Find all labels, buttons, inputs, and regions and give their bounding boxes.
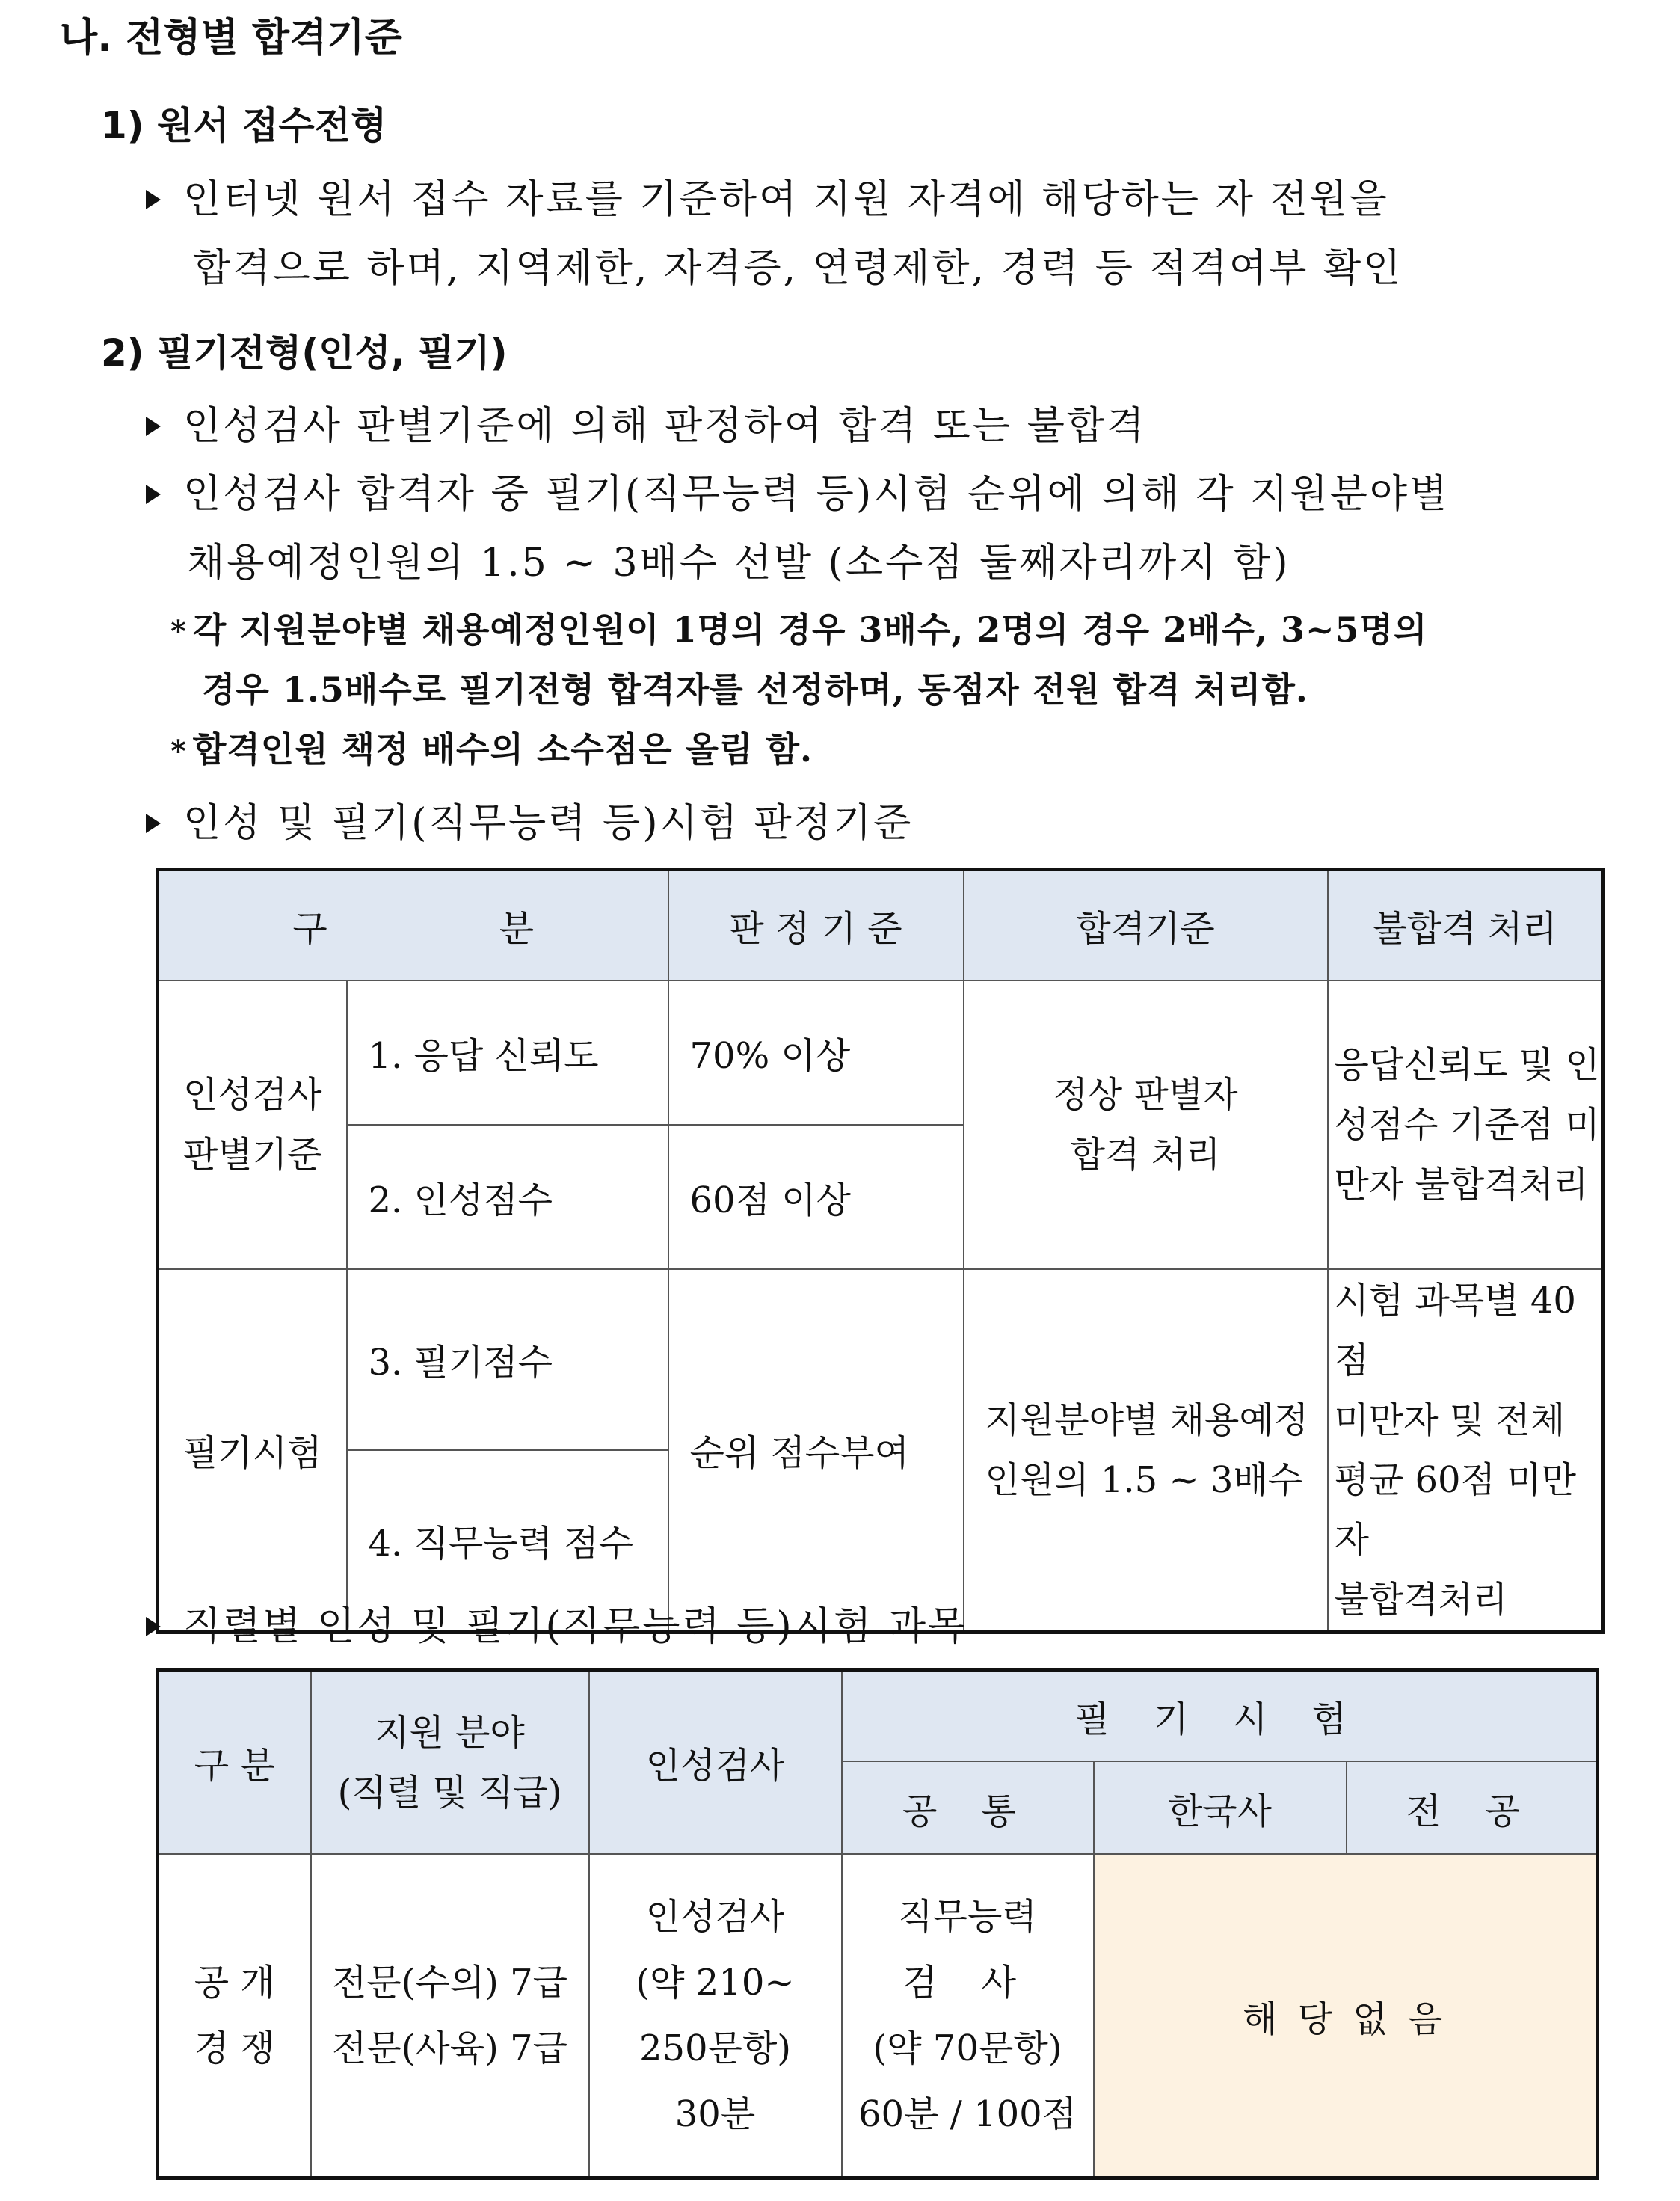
section-title: 나. 전형별 합격기준 [60, 16, 402, 61]
triangle-bullet-icon [146, 190, 161, 209]
item-reliability: 1. 응답 신뢰도 [347, 980, 668, 1125]
row-personality: 인성검사 (약 210~ 250문항) 30분 [589, 1854, 842, 2178]
row-gubun: 공 개 경 쟁 [158, 1854, 311, 2178]
pass-personality: 정상 판별자 합격 처리 [964, 980, 1328, 1269]
note-line: * 각 지원분야별 채용예정인원이 1명의 경우 3배수, 2명의 경우 2배수, 3~5명의 [170, 610, 1428, 650]
bullet-line: 인성검사 판별기준에 의해 판정하여 합격 또는 불합격 [146, 394, 1146, 450]
fail-written: 시험 과목별 40점 미만자 및 전체 평균 60점 미만자 불합격처리 [1328, 1269, 1604, 1633]
triangle-bullet-icon [146, 485, 161, 504]
fail-personality: 응답신뢰도 및 인 성점수 기준점 미 만자 불합격처리 [1328, 980, 1604, 1269]
header-gubun: 구 분 [158, 1670, 311, 1855]
group-written: 필기시험 [158, 1269, 347, 1633]
header-pass: 합격기준 [964, 870, 1328, 980]
criteria-table [156, 868, 1605, 1634]
bullet-line: 직렬별 인성 및 필기(직무능력 등)시험 과목 [146, 1594, 967, 1651]
header-written: 필 기 시 험 [842, 1670, 1598, 1761]
header-major: 전 공 [1347, 1761, 1598, 1854]
pass-written: 지원분야별 채용예정 인원의 1.5 ~ 3배수 [964, 1269, 1328, 1633]
triangle-bullet-icon [146, 417, 161, 436]
group-personality: 인성검사 판별기준 [158, 980, 347, 1269]
item-personality-score: 2. 인성점수 [347, 1125, 668, 1269]
header-personality: 인성검사 [589, 1670, 842, 1855]
header-criteria: 판 정 기 준 [668, 870, 964, 980]
triangle-bullet-icon [146, 814, 161, 833]
bullet-line: 인성검사 합격자 중 필기(직무능력 등)시험 순위에 의해 각 지원분야별 [146, 462, 1449, 518]
item-competency-score: 4. 직무능력 점수 [347, 1450, 668, 1632]
subjects-table [156, 1668, 1599, 2180]
triangle-bullet-icon [146, 1617, 161, 1636]
bullet-line-continued: 합격으로 하며, 지역제한, 자격증, 연령제한, 경력 등 적격여부 확인 [193, 246, 1403, 291]
bullet-line: 인성 및 필기(직무능력 등)시험 판정기준 [146, 791, 913, 847]
header-fail: 불합격 처리 [1328, 870, 1604, 980]
asterisk-icon: * [170, 734, 187, 769]
crit-personality-score: 60점 이상 [668, 1125, 964, 1269]
header-common: 공 통 [842, 1761, 1094, 1854]
crit-reliability: 70% 이상 [668, 980, 964, 1125]
header-gubun: 구 분 [158, 870, 668, 980]
row-not-applicable: 해 당 없 음 [1094, 1854, 1598, 2178]
item-written-score: 3. 필기점수 [347, 1269, 668, 1451]
crit-written: 순위 점수부여 [668, 1269, 964, 1633]
note-line-continued: 경우 1.5배수로 필기전형 합격자를 선정하며, 동점자 전원 합격 처리함. [202, 669, 1308, 710]
header-history: 한국사 [1094, 1761, 1347, 1854]
note-line: * 합격인원 책정 배수의 소수점은 올림 함. [170, 729, 813, 770]
asterisk-icon: * [170, 614, 187, 649]
subsection-title-written: 2) 필기전형(인성, 필기) [101, 331, 508, 375]
bullet-line-continued: 채용예정인원의 1.5 ~ 3배수 선발 (소수점 둘째자리까지 함) [187, 541, 1290, 586]
header-field: 지원 분야 (직렬 및 직급) [311, 1670, 589, 1855]
subsection-title-application: 1) 원서 접수전형 [101, 104, 387, 147]
bullet-line: 인터넷 원서 접수 자료를 기준하여 지원 자격에 해당하는 자 전원을 [146, 168, 1389, 224]
row-field: 전문(수의) 7급 전문(사육) 7급 [311, 1854, 589, 2178]
row-common: 직무능력 검 사 (약 70문항) 60분 / 100점 [842, 1854, 1094, 2178]
